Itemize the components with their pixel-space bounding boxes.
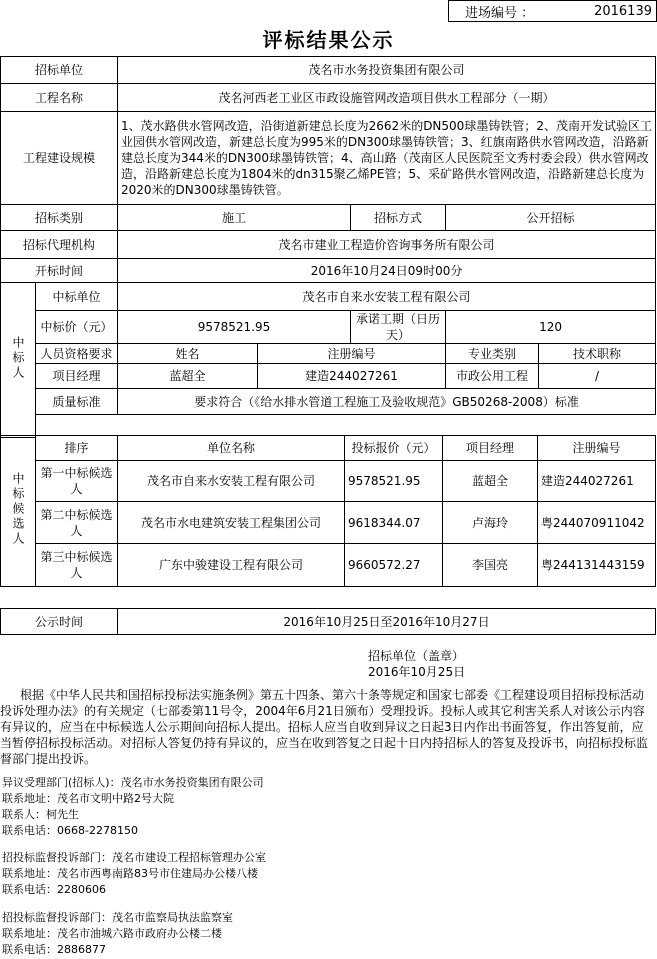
row-winner-unit [1, 283, 656, 311]
candidate-row [1, 544, 656, 587]
open-time-value: 2016年10月24日09时00分 [118, 259, 656, 283]
row-project-name [1, 84, 656, 112]
candidate-group-label: 中标候选人 [1, 436, 36, 587]
publicity-value: 2016年10月25日至2016年10月27日 [118, 609, 656, 635]
tender-unit-label: 招标单位 [1, 57, 118, 84]
contact-block-objection [2, 775, 264, 839]
contact-phone: 联系电话：2280606 [2, 883, 106, 896]
staff-title-col: 技术职称 [539, 344, 656, 364]
candidate-header-price: 投标报价（元） [345, 436, 443, 461]
staff-major-col: 专业类别 [446, 344, 539, 364]
winner-period-value: 120 [446, 311, 656, 344]
candidate-pm: 蓝超全 [443, 461, 538, 502]
candidate-reg: 粤244070911042 [538, 502, 656, 544]
contact-phone: 联系电话：2886877 [2, 943, 106, 956]
candidate-row [1, 502, 656, 544]
entry-number-label: 进场编号 ： [465, 5, 535, 21]
candidate-unit: 茂名市自来水安装工程有限公司 [118, 461, 345, 502]
staff-label: 人员资格要求 [36, 344, 118, 364]
tender-method-label: 招标方式 [351, 205, 446, 231]
staff-name-col: 姓名 [118, 344, 258, 364]
contact-dept: 异议受理部门(招标人)：茂名市水务投资集团有限公司 [2, 776, 264, 789]
pm-major: 市政公用工程 [446, 364, 539, 389]
scale-label: 工程建设规模 [1, 112, 118, 205]
pm-name: 蓝超全 [118, 364, 258, 389]
row-agency [1, 231, 656, 259]
pm-reg: 建造244027261 [258, 364, 446, 389]
project-name-value: 茂名河西老工业区市政设施管网改造项目供水工程部分（一期） [118, 84, 656, 112]
candidate-rank: 第二中标候选人 [36, 502, 118, 544]
scale-value: 1、茂水路供水管网改造，沿街道新建总长度为2662米的DN500球墨铸铁管；2、茂南开发试验区工业园供水管网改造，新建总长度为995米的DN300球墨铸铁管；3、红旗南路供水管网改造，沿路新建总长度为344米的DN300球墨铸铁管；4、高山路（茂南区人民医院至文秀村委会段）供水管网改造，沿路新建总长度为1804米的dn315聚乙烯PE管；5、采矿路供水管网改造，沿路新建总长度为2020米的DN300球墨铸铁管。 [118, 112, 656, 205]
contact-block-supervision-1 [2, 850, 266, 898]
tender-unit-value: 茂名市水务投资集团有限公司 [118, 57, 656, 84]
candidate-pm: 李国亮 [443, 544, 538, 587]
contact-address: 联系地址：茂名市西粤南路83号市住建局办公楼八楼 [2, 867, 258, 880]
row-project-manager [1, 364, 656, 389]
page-title: 评标结果公示 [262, 28, 395, 52]
contact-dept: 招投标监督投诉部门：茂名市监察局执法监察室 [2, 911, 233, 924]
winner-period-label: 承诺工期（日历天） [351, 311, 446, 344]
candidate-row [1, 461, 656, 502]
row-scale [1, 112, 656, 205]
row-publicity [1, 609, 656, 635]
candidate-header-reg: 注册编号 [538, 436, 656, 461]
contact-address: 联系地址：茂名市油城六路市政府办公楼二楼 [2, 927, 222, 940]
candidate-header-row [1, 436, 656, 461]
signature-label: 招标单位（盖章） [368, 649, 465, 663]
candidate-price: 9618344.07 [345, 502, 443, 544]
candidate-unit: 茂名市水电建筑安装工程集团公司 [118, 502, 345, 544]
quality-value: 要求符合（《给水排水管道工程施工及验收规范》GB50268-2008）标准 [118, 389, 656, 415]
tender-method-value: 公开招标 [446, 205, 656, 231]
signature-block [368, 648, 465, 680]
winner-price-label: 中标价（元） [36, 311, 118, 344]
signature-date: 2016年10月25日 [368, 665, 466, 679]
candidate-header-unit: 单位名称 [118, 436, 345, 461]
candidate-reg: 粤244131443159 [538, 544, 656, 587]
winner-unit-value: 茂名市自来水安装工程有限公司 [118, 283, 656, 311]
spacer-row [1, 587, 656, 609]
contact-person: 联系人：柯先生 [2, 808, 79, 821]
candidate-rank: 第一中标候选人 [36, 461, 118, 502]
row-tender-unit [1, 57, 656, 84]
candidate-table [0, 435, 656, 635]
contact-phone: 联系电话：0668-2278150 [2, 824, 138, 837]
quality-label: 质量标准 [36, 389, 118, 415]
pm-label: 项目经理 [36, 364, 118, 389]
contact-block-supervision-2 [2, 910, 233, 958]
open-time-label: 开标时间 [1, 259, 118, 283]
row-open-time [1, 259, 656, 283]
agency-label: 招标代理机构 [1, 231, 118, 259]
tender-type-label: 招标类别 [1, 205, 118, 231]
candidate-header-pm: 项目经理 [443, 436, 538, 461]
candidate-pm: 卢海玲 [443, 502, 538, 544]
row-winner-price [1, 311, 656, 344]
entry-number-box [448, 0, 657, 22]
staff-reg-col: 注册编号 [258, 344, 446, 364]
tender-type-value: 施工 [118, 205, 351, 231]
complaint-notice: 根据《中华人民共和国招标投标法实施条例》第五十四条、第六十条等规定和国家七部委《工程建设项目招标投标活动投诉处理办法》的有关规定（七部委第11号令，2004年6月21日颁布）受理投诉。投标人或其它利害关系人对该公示内容有异议的，应当在中标候选人公示期间向招标人提出。招标人应当自收到异议之日起3日内作出书面答复，作出答复前，应当暂停招标投标活动。对招标人答复仍持有异议的，应当在收到答复之日起十日内持招标人的答复及投诉书，向招标投标监督部门提出投诉。 [0, 688, 649, 766]
contact-address: 联系地址：茂名市文明中路2号大院 [2, 792, 174, 805]
publicity-label: 公示时间 [1, 609, 118, 635]
winner-group-label: 中标人 [1, 283, 36, 438]
row-staff-header [1, 344, 656, 364]
row-tender-type [1, 205, 656, 231]
candidate-price: 9578521.95 [345, 461, 443, 502]
candidate-reg: 建造244027261 [538, 461, 656, 502]
candidate-header-rank: 排序 [36, 436, 118, 461]
project-name-label: 工程名称 [1, 84, 118, 112]
agency-value: 茂名市建业工程造价咨询事务所有限公司 [118, 231, 656, 259]
candidate-rank: 第三中标候选人 [36, 544, 118, 587]
winner-unit-label: 中标单位 [36, 283, 118, 311]
row-quality [1, 389, 656, 415]
candidate-price: 9660572.27 [345, 544, 443, 587]
candidate-unit: 广东中骏建设工程有限公司 [118, 544, 345, 587]
contact-dept: 招投标监督投诉部门：茂名市建设工程招标管理办公室 [2, 851, 266, 864]
winner-price-value: 9578521.95 [118, 311, 351, 344]
result-table [0, 56, 656, 438]
pm-title: / [539, 364, 656, 389]
entry-number-value: 2016139 [594, 3, 652, 19]
